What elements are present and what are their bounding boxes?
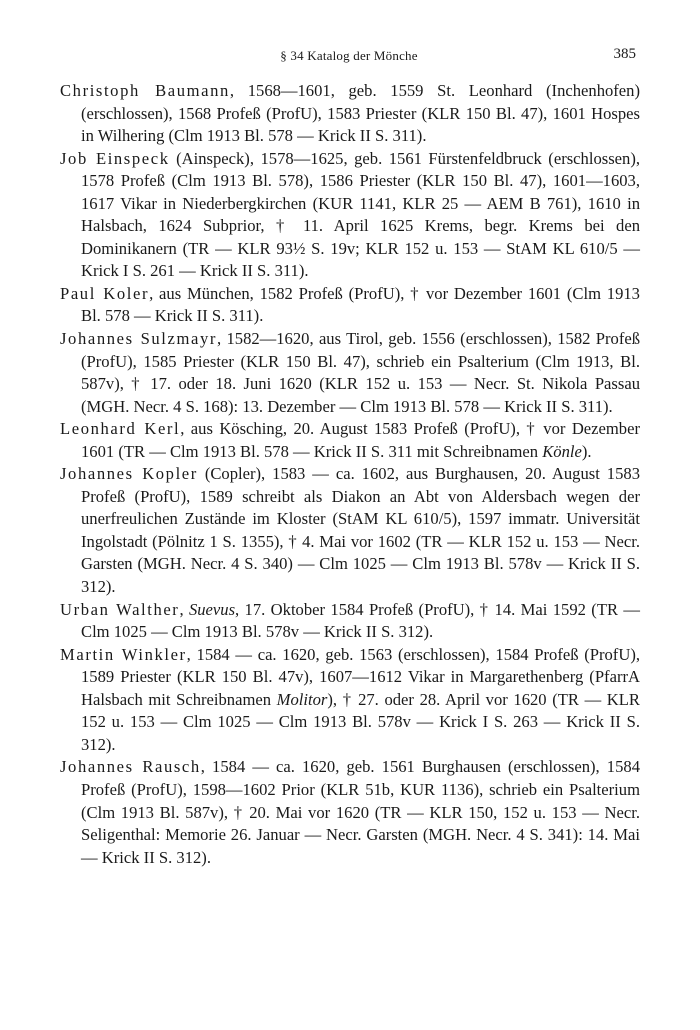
page-number: 385 — [613, 46, 636, 62]
monk-name: Urban Walther — [60, 599, 180, 619]
catalog-entry — [60, 463, 640, 598]
entry-text: (Copler), 1583 — ca. 1602, aus Burghausen, 20. August 1583 Profeß (ProfU), 1589 schreibt als Diakon an Abt von Aldersbach wegen der unerfreulichen Zustände im Kloster (StAM KL 610/5), 1597 immatr. Universität Ingolstadt (Pölnitz 1 S. 1355), † 4. Mai vor 1602 (TR — KLR 152 u. 153 — Necr. Garsten (MGH. Necr. 4 S. 340) — Clm 1025 — Clm 1913 Bl. 578v — Krick II S. 312). — [81, 464, 640, 597]
catalog-entry — [60, 80, 640, 148]
monk-catalog-entries — [60, 80, 640, 869]
catalog-entry — [60, 283, 640, 328]
catalog-entry — [60, 148, 640, 283]
entry-text: , aus Kösching, 20. August 1583 Profeß (ProfU), † vor Dezember 1601 (TR — Clm 1913 Bl. 578 — Krick II S. 311 mit Schreibnamen — [81, 419, 640, 461]
entry-text: , 1568—1601, geb. 1559 St. Leonhard (Inchenhofen) (erschlossen), 1568 Profeß (ProfU), 1583 Priester (KLR 150 Bl. 47), 1601 Hospes in Wilhering (Clm 1913 Bl. 578 — Krick II S. 311). — [81, 81, 641, 146]
origin-italic: Suevus — [188, 599, 236, 619]
entry-text: , aus München, 1582 Profeß (ProfU), † vor Dezember 1601 (Clm 1913 Bl. 578 — Krick II S. 311). — [81, 283, 640, 326]
entry-text-tail: ), † 27. oder 28. April vor 1620 (TR — KLR 152 u. 153 — Clm 1025 — Clm 1913 Bl. 578v — Krick I S. 263 — Krick II S. 312). — [81, 689, 640, 754]
catalog-entry — [60, 644, 640, 757]
catalog-entry — [60, 756, 640, 869]
entry-text: , 1584 — ca. 1620, geb. 1561 Burghausen (erschlossen), 1584 Profeß (ProfU), 1598—1602 Prior (KLR 51b, KUR 1136), schrieb ein Psalterium (Clm 1913 Bl. 587v), † 20. Mai vor 1620 (TR — KLR 150, 152 u. 153 — Necr. Seligenthal: Memorie 26. Januar — Necr. Garsten (MGH. Necr. 4 S. 341): 14. Mai — Krick II S. 312). — [81, 757, 640, 867]
catalog-entry — [60, 328, 640, 418]
entry-text: , — [179, 599, 189, 619]
entry-text-tail: , 17. Oktober 1584 Profeß (ProfU), † 14. Mai 1592 (TR — Clm 1025 — Clm 1913 Bl. 578v — Krick II S. 312). — [81, 599, 640, 642]
entry-text-tail: ). — [581, 441, 592, 461]
monk-name: Johannes Rausch — [60, 757, 201, 777]
monk-name: Leonhard Kerl — [60, 419, 181, 439]
monk-name: Christoph Baumann — [60, 81, 230, 100]
entry-text: (Ainspeck), 1578—1625, geb. 1561 Fürstenfeldbruck (erschlossen), 1578 Profeß (Clm 1913 Bl. 578), 1586 Priester (KLR 150 Bl. 47), 1601—1603, 1617 Vikar in Niederbergkirchen (KUR 1141, KLR 25 — AEM B 761), 1610 in Halsbach, 1624 Subprior, † 11. April 1625 Krems, begr. Krems bei den Dominikanern (TR — KLR 93½ S. 19v; KLR 152 u. 153 — StAM KL 610/5 — Krick I S. 261 — Krick II S. 311). — [81, 148, 640, 281]
entry-text: , 1582—1620, aus Tirol, geb. 1556 (erschlossen), 1582 Profeß (ProfU), 1585 Priester (KLR 150 Bl. 47), schrieb ein Psalterium (Clm 1913, Bl. 587v), † 17. oder 18. Juni 1620 (KLR 152 u. 153 — Necr. St. Nikola Passau (MGH. Necr. 4 S. 168): 13. Dezember — Clm 1913 Bl. 578 — Krick II S. 311). — [81, 329, 641, 416]
monk-name: Paul Koler — [60, 283, 150, 303]
catalog-entry — [60, 599, 640, 644]
monk-name: Johannes Kopler — [60, 464, 198, 484]
monk-name: Johannes Sulzmayr — [60, 329, 217, 349]
schreibname-italic: Molitor — [276, 689, 328, 709]
page-header — [60, 44, 638, 66]
entry-text: , 1584 — ca. 1620, geb. 1563 (erschlossen), 1584 Profeß (ProfU), 1589 Priester (KLR 150 Bl. 47v), 1607—1612 Vikar in Margarethenberg (PfarrA Halsbach mit Schreibnamen — [81, 644, 640, 709]
schreibname-italic: Könle — [542, 441, 582, 461]
catalog-entry — [60, 418, 640, 463]
monk-name: Job Einspeck — [60, 148, 170, 168]
monk-name: Martin Winkler — [60, 644, 187, 664]
running-title: § 34 Katalog der Mönche — [280, 48, 418, 63]
